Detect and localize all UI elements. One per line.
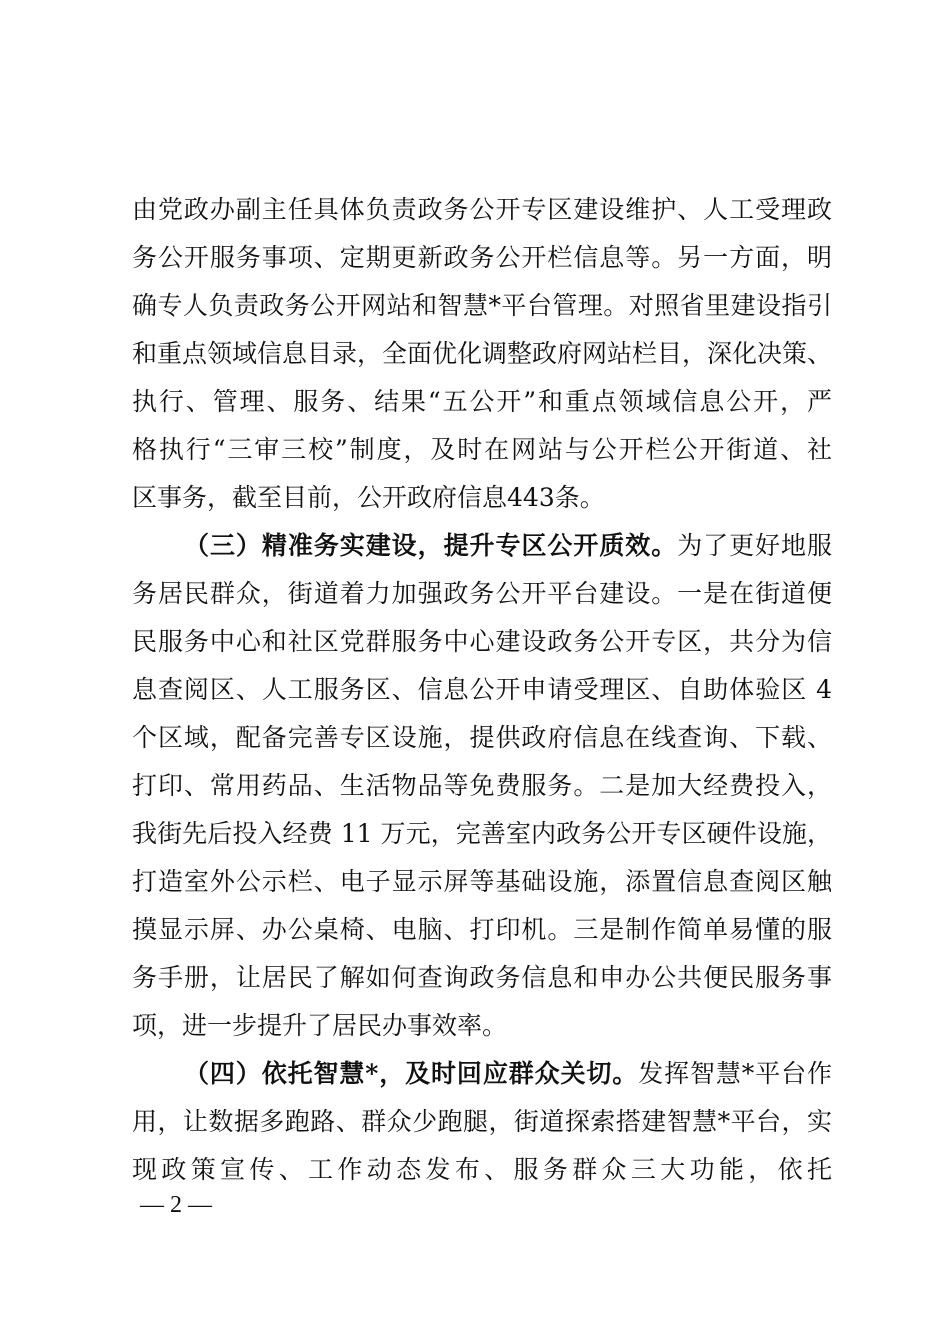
section-3-line: 打造室外公示栏、电子显示屏等基础设施，添置信息查阅区触 [132,867,832,896]
section-3-line: 项，进一步提升了居民办事效率。 [132,1011,508,1040]
section-3-line: 我街先后投入经费 11 万元，完善室内政务公开专区硬件设施， [132,819,832,848]
body-line: 由党政办副主任具体负责政务公开专区建设维护、人工受理政 [132,195,832,224]
body-line: 格执行“三审三校”制度，及时在网站与公开栏公开街道、社 [132,435,832,464]
section-4-heading: （四）依托智慧*，及时回应群众关切。 [184,1059,639,1088]
document-body [132,186,832,1194]
body-line: 执行、管理、服务、结果“五公开”和重点领域信息公开，严 [132,387,832,416]
section-4-line: 用，让数据多跑路、群众少跑腿，街道探索搭建智慧*平台，实 [132,1107,832,1136]
section-3-first-line-text: 为了更好地服 [677,531,832,560]
body-line: 和重点领域信息目录，全面优化调整政府网站栏目，深化决策、 [132,339,832,368]
section-3-heading: （三）精准务实建设，提升专区公开质效。 [184,531,678,560]
section-4-first-line [132,1050,832,1098]
section-3-line: 民服务中心和社区党群服务中心建设政务公开专区，共分为信 [132,627,832,656]
body-line: 区事务，截至目前，公开政府信息443条。 [132,483,605,512]
section-3-line: 打印、常用药品、生活物品等免费服务。二是加大经费投入， [132,771,832,800]
section-3-line: 个区域，配备完善专区设施，提供政府信息在线查询、下载、 [132,723,832,752]
section-3-line: 息查阅区、人工服务区、信息公开申请受理区、自助体验区 4 [132,675,832,704]
page-number: — 2 — [140,1192,212,1218]
body-line: 务公开服务事项、定期更新政务公开栏信息等。另一方面，明 [132,243,832,272]
section-3-line: 摸显示屏、办公桌椅、电脑、打印机。三是制作简单易懂的服 [132,915,832,944]
section-4-line: 现政策宣传、工作动态发布、服务群众三大功能，依托 [132,1155,832,1184]
section-4-first-line-text: 发挥智慧*平台作 [638,1059,832,1088]
section-3-first-line [132,522,832,570]
body-line: 确专人负责政务公开网站和智慧*平台管理。对照省里建设指引 [132,291,832,320]
section-3-line: 务居民群众，街道着力加强政务公开平台建设。一是在街道便 [132,579,832,608]
section-3-line: 务手册，让居民了解如何查询政务信息和申办公共便民服务事 [132,963,832,992]
